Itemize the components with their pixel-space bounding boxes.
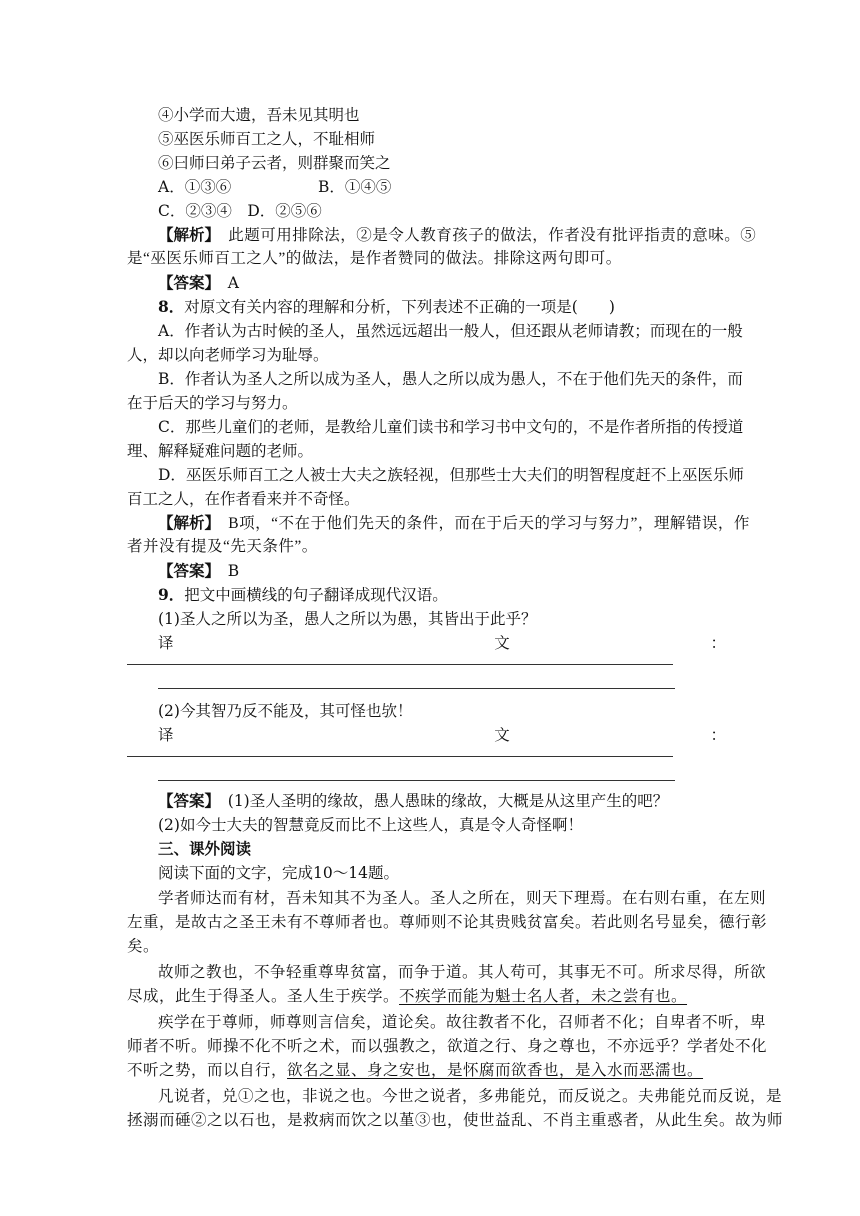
passage-line: [127, 986, 737, 1008]
passage-line: [127, 1060, 737, 1082]
underlined-sentence: 欲名之显、身之安也，是怀腐而欲香也，是入水而恶濡也。: [287, 1062, 704, 1079]
q8-option-a: A．作者认为古时候的圣人，虽然远远超出一般人，但还跟从老师请教；而现在的一般: [158, 322, 743, 340]
question-number: 9．: [158, 585, 185, 604]
q8-option-c-cont: 理、解释疑难问题的老师。: [127, 442, 314, 460]
q8-option-c: C．那些儿童们的老师，是教给儿童们读书和学习书中文句的，不是作者所指的传授道: [158, 418, 744, 436]
passage-text: 尽成，此生于得圣人。圣人生于疾学。: [127, 988, 400, 1005]
q8-analysis: [158, 512, 768, 535]
question-text: 对原文有关内容的理解和分析，下列表述不正确的一项是( ): [184, 298, 615, 316]
q8-option-b: B．作者认为圣人之所以成为圣人，愚人之所以成为愚人，不在于他们先天的条件，而: [158, 370, 743, 388]
q9-answer: [158, 790, 768, 812]
q8-option-d-cont: 百工之人，在作者看来并不奇怪。: [127, 490, 360, 508]
passage-line: 左重，是故古之圣王未有不尊师者也。尊师则不论其贵贱贫富矣。若此则名号显矣，德行彰: [127, 914, 768, 931]
wen-char: 文: [494, 634, 510, 652]
colon-char: ：: [710, 726, 726, 744]
section-heading: 三、课外阅读: [158, 840, 252, 858]
analysis-text: 此题可用排除法，②是令人教育孩子的做法，作者没有批评指责的意味。⑤: [212, 227, 757, 244]
answer-blank-line[interactable]: [127, 664, 673, 665]
underlined-sentence: 不疾学而能为魁士名人者，未之尝有也。: [399, 988, 688, 1005]
answer-text: (1)圣人圣明的缘故，愚人愚昧的缘故，大概是从这里产生的吧？: [212, 792, 669, 810]
q9-translation-label-2: [158, 724, 726, 746]
analysis-text: B项，“不在于他们先天的条件，而在于后天的学习与努力”，理解错误，作: [212, 515, 750, 532]
passage-line: 凡说者，兑①之也，非说之也。今世之说者，多弗能兑，而反说之。夫弗能兑而反说，是: [158, 1088, 783, 1105]
passage-line: 拯溺而硾②之以石也，是救病而饮之以堇③也，使世益乱、不肖主重惑者，从此生矣。故为师: [127, 1112, 784, 1129]
passage-line: 矣。: [127, 938, 160, 955]
q8-option-d: D．巫医乐师百工之人被士大夫之族轻视，但那些士大夫们的明智程度赶不上巫医乐师: [158, 466, 744, 484]
q9-translation-label-1: [158, 632, 726, 654]
answer-value: B: [212, 562, 240, 580]
q7-answer: [158, 272, 768, 294]
q7-option-6: ⑥曰师曰弟子云者，则群聚而笑之: [158, 154, 391, 172]
q7-analysis: [158, 224, 768, 247]
passage-text: 不听之势，而以自行，: [127, 1062, 288, 1079]
yi-char: 译: [158, 726, 174, 744]
passage-line: 师者不听。师操不化不听之术，而以强教之，欲道之行、身之尊也，不亦远乎？学者处不化: [127, 1038, 768, 1055]
q9-answer-2: (2)如今士大夫的智慧竟反而比不上这些人，真是令人奇怪啊！: [158, 816, 583, 834]
passage-line: 疾学在于尊师，师尊则言信矣，道论矣。故往教者不化，召师者不化；自卑者不听，卑: [158, 1014, 767, 1031]
section-intro: 阅读下面的文字，完成10～14题。: [158, 864, 399, 882]
answer-tag: 【答案】: [158, 274, 213, 292]
question-number: 8．: [158, 297, 185, 316]
q7-option-4: ④小学而大遗，吾未见其明也: [158, 106, 360, 124]
q8-option-b-cont: 在于后天的学习与努力。: [127, 394, 298, 412]
analysis-tag: 【解析】: [158, 514, 213, 532]
q9-stem: [158, 584, 768, 606]
q7-analysis-cont: 是“巫医乐师百工之人”的做法，是作者赞同的做法。排除这两句即可。: [127, 250, 622, 267]
answer-blank-line[interactable]: [158, 780, 675, 781]
question-text: 把文中画横线的句子翻译成现代汉语。: [184, 586, 448, 604]
q9-sentence-1: (1)圣人之所以为圣，愚人之所以为愚，其皆出于此乎？: [158, 610, 537, 628]
q7-choice-a: A．①③⑥: [158, 178, 232, 196]
q8-analysis-cont: 者并没有提及“先天条件”。: [127, 538, 318, 555]
q8-answer: [158, 560, 768, 582]
q7-choice-b: B．①④⑤: [318, 178, 392, 196]
q7-choice-row-1: [158, 176, 768, 198]
q7-choice-row-2: C．②③④ D．②⑤⑥: [158, 202, 322, 220]
answer-blank-line[interactable]: [127, 756, 673, 757]
q9-sentence-2: (2)今其智乃反不能及，其可怪也欤！: [158, 702, 413, 720]
wen-char: 文: [494, 726, 510, 744]
passage-line: 学者师达而有材，吾未知其不为圣人。圣人之所在，则天下理焉。在右则右重，在左则: [158, 890, 767, 907]
answer-value: A: [212, 274, 239, 292]
yi-char: 译: [158, 634, 174, 652]
analysis-tag: 【解析】: [158, 226, 213, 244]
answer-tag: 【答案】: [158, 792, 213, 810]
q7-option-5: ⑤巫医乐师百工之人，不耻相师: [158, 130, 376, 148]
passage-line: 故师之教也，不争轻重尊卑贫富，而争于道。其人苟可，其事无不可。所求尽得，所欲: [158, 964, 767, 981]
q8-stem: [158, 296, 768, 318]
answer-blank-line[interactable]: [158, 688, 675, 689]
answer-tag: 【答案】: [158, 562, 213, 580]
q8-option-a-cont: 人，却以向老师学习为耻辱。: [127, 346, 329, 364]
colon-char: ：: [710, 634, 726, 652]
